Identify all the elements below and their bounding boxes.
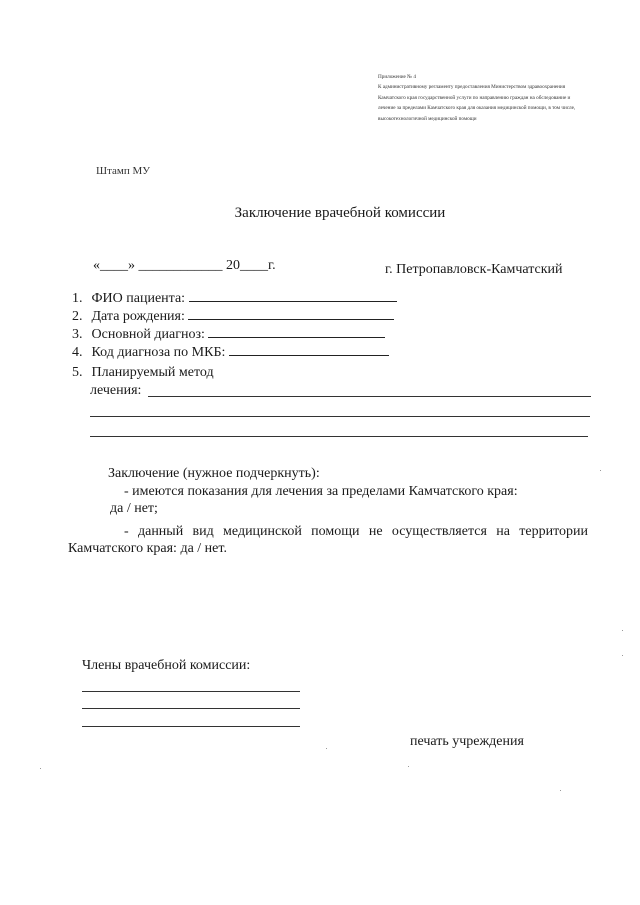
field-main-diagnosis xyxy=(72,326,385,344)
fill-line xyxy=(189,290,397,302)
fill-line xyxy=(229,344,389,356)
field-number: 3. xyxy=(72,327,83,342)
field-label: Код диагноза по МКБ: xyxy=(91,345,226,360)
scan-speck xyxy=(622,630,623,631)
date-line: «____» ____________ 20____г. xyxy=(93,258,276,273)
field-label: Основной диагноз: xyxy=(91,327,205,342)
field-birth-date xyxy=(72,308,394,326)
document-title: Заключение врачебной комиссии xyxy=(234,205,446,221)
field-number: 5. xyxy=(72,365,83,380)
seal-label: печать учреждения xyxy=(410,734,524,749)
field-label: Планируемый метод xyxy=(91,365,214,380)
appendix-line: высокотехнологичной медицинской помощи xyxy=(378,115,477,122)
fill-line xyxy=(90,416,590,417)
appendix-line: Приложение № 4 xyxy=(378,74,416,80)
field-treatment-method-cont: лечения: xyxy=(90,383,142,398)
conclusion-item-2-options: Камчатского края: да / нет. xyxy=(68,541,227,556)
scan-speck xyxy=(326,748,327,749)
signature-line xyxy=(82,691,300,692)
field-icd-code xyxy=(72,344,389,362)
appendix-header xyxy=(378,72,610,124)
fill-line xyxy=(208,326,385,338)
field-number: 2. xyxy=(72,309,83,324)
field-label: Дата рождения: xyxy=(91,309,185,324)
fill-line xyxy=(148,396,591,397)
scan-speck xyxy=(408,766,409,767)
appendix-line: Камчатского края государственной услуги по направлению граждан на обследование и xyxy=(378,94,571,101)
fill-line xyxy=(90,436,588,437)
field-treatment-method xyxy=(72,364,214,382)
conclusion-item-1-options: да / нет; xyxy=(110,501,158,516)
field-label: ФИО пациента: xyxy=(91,291,186,306)
stamp-label: Штамп МУ xyxy=(96,165,151,177)
scan-speck xyxy=(600,470,601,471)
signature-line xyxy=(82,708,300,709)
appendix-line: К административному регламенту предоставления Министерством здравоохранения xyxy=(378,84,566,91)
fill-line xyxy=(188,308,394,320)
commission-label: Члены врачебной комиссии: xyxy=(82,658,251,673)
conclusion-item-2: - данный вид медицинской помощи не осуществляется на территории xyxy=(124,524,588,539)
field-number: 4. xyxy=(72,345,83,360)
conclusion-item-1: - имеются показания для лечения за пределами Камчатского края: xyxy=(124,484,518,499)
scan-speck xyxy=(560,790,561,791)
field-number: 1. xyxy=(72,291,83,306)
conclusion-heading: Заключение (нужное подчеркнуть): xyxy=(108,466,320,481)
appendix-line: лечение за пределами Камчатского края для оказания медицинской помощи, в том числе, xyxy=(378,105,576,112)
city-label: г. Петропавловск-Камчатский xyxy=(385,262,563,277)
scan-speck xyxy=(622,655,623,656)
scan-speck xyxy=(40,768,41,769)
field-patient-name xyxy=(72,290,397,308)
signature-line xyxy=(82,726,300,727)
